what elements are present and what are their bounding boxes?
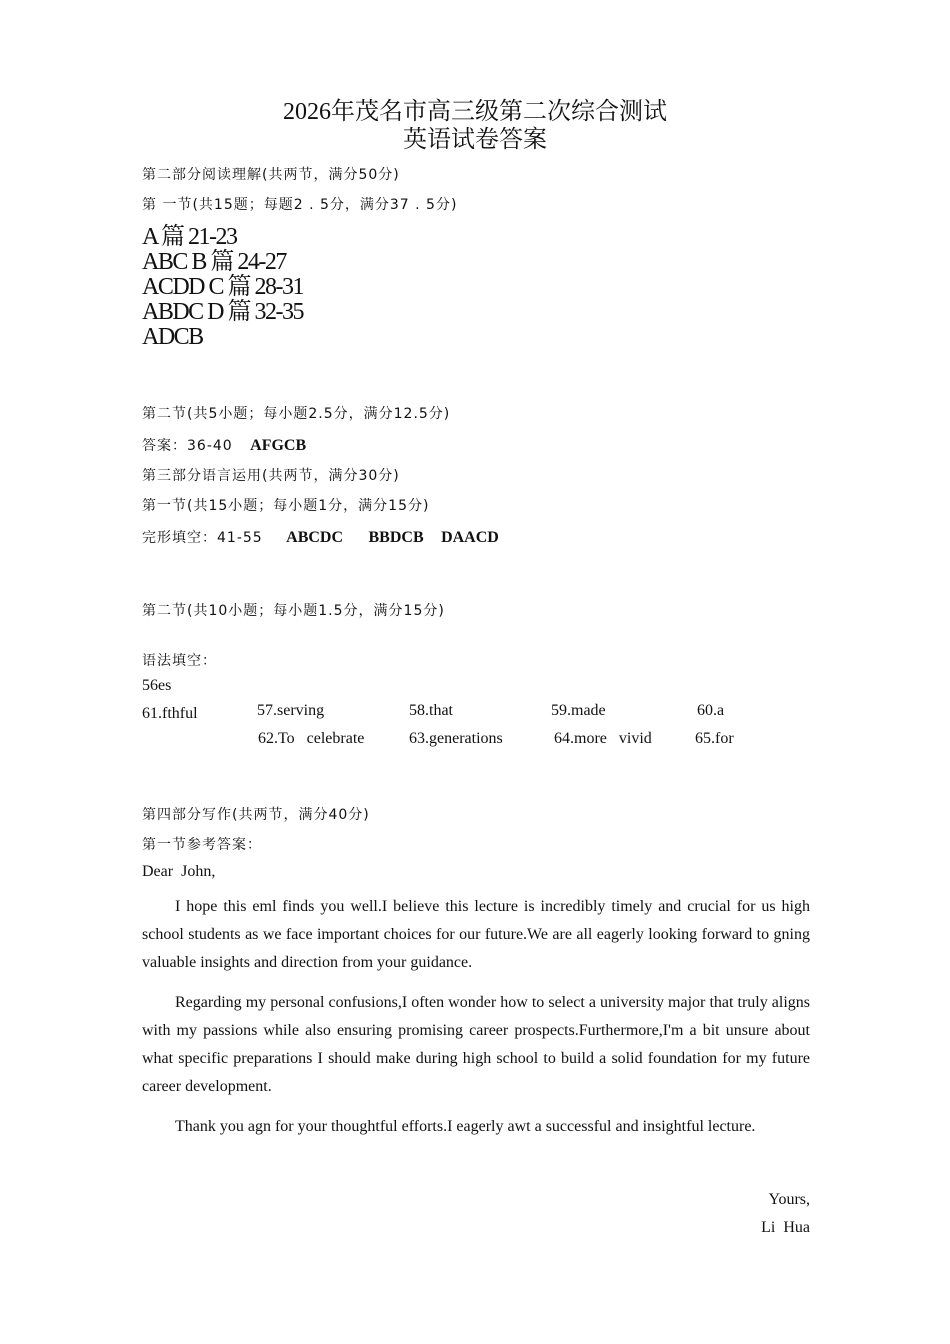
- grammar-answer-63: 63.generations: [409, 730, 503, 747]
- letter-signature: Li Hua: [761, 1219, 810, 1236]
- grammar-answer-59: 59.made: [551, 702, 606, 719]
- part3-section2-heading: 第二节(共10小题；每小题1.5分，满分15分): [142, 603, 445, 619]
- cloze-group: DAACD: [441, 529, 499, 546]
- part3-section1-heading: 第一节(共15小题；每小题1分，满分15分): [142, 498, 430, 514]
- letter-closing: Yours,: [768, 1191, 810, 1208]
- grammar-label: 语法填空：: [142, 653, 217, 669]
- grammar-answer-64: 64.more vivid: [554, 730, 652, 747]
- part4-heading: 第四部分写作(共两节，满分40分): [142, 807, 370, 823]
- letter-paragraph: Regarding my personal confusions,I often wonder how to select a university major that truly aligns with my passions while also ensuring promising career prospects.Furthermore,I'm a bit unsure about what specific preparations I should make during high school to build a solid foundation for my future career development.: [142, 994, 810, 1095]
- cloze-group: ABCDC: [286, 529, 344, 546]
- cloze-answer: [142, 527, 499, 547]
- reading-answer-line: ABC B 篇 24-27: [142, 249, 286, 275]
- cloze-group: BBDCB: [368, 529, 424, 546]
- part2-section2-heading: 第二节(共5小题；每小题2.5分，满分12.5分): [142, 406, 451, 422]
- grammar-answer-56: 56es: [142, 677, 172, 694]
- document-subtitle: 英语试卷答案: [403, 127, 547, 153]
- part2-heading: 第二部分阅读理解(共两节，满分50分): [142, 167, 400, 183]
- grammar-answer-65: 65.for: [695, 730, 734, 747]
- reading-answer-line: ADCB: [142, 324, 203, 350]
- part3-heading: 第三部分语言运用(共两节，满分30分): [142, 468, 400, 484]
- seven-choice-answer: [142, 435, 306, 455]
- letter-paragraph: Thank you agn for your thoughtful efforts.I eagerly awt a successful and insightful lecture.: [175, 1118, 756, 1135]
- reading-answer-line: A 篇 21-23: [142, 224, 237, 250]
- part4-section1-heading: 第一节参考答案：: [142, 837, 262, 853]
- seven-choice-label: 答案：36-40: [142, 438, 233, 454]
- grammar-answer-60: 60.a: [697, 702, 725, 719]
- letter-paragraph: I hope this eml finds you well.I believe this lecture is incredibly timely and crucial for us high school students as we face important choices for our future.We are all eagerly looking forward to gning valuable insights and direction from your guidance.: [142, 898, 810, 971]
- cloze-label: 完形填空：41-55: [142, 530, 263, 546]
- reading-answer-line: ABDC D 篇 32-35: [142, 299, 304, 325]
- seven-choice-value: AFGCB: [250, 437, 307, 454]
- grammar-answer-61: 61.fthful: [142, 705, 198, 722]
- document-title: 2026年茂名市高三级第二次综合测试: [283, 99, 667, 125]
- grammar-answer-58: 58.that: [409, 702, 453, 719]
- part2-section1-heading: 第 一节(共15题；每题2 . 5分，满分37 . 5分): [142, 197, 458, 213]
- grammar-answer-57: 57.serving: [257, 702, 325, 719]
- reading-answer-line: ACDD C 篇 28-31: [142, 274, 304, 300]
- grammar-answer-62: 62.To celebrate: [258, 730, 365, 747]
- letter-greeting: Dear John,: [142, 863, 216, 880]
